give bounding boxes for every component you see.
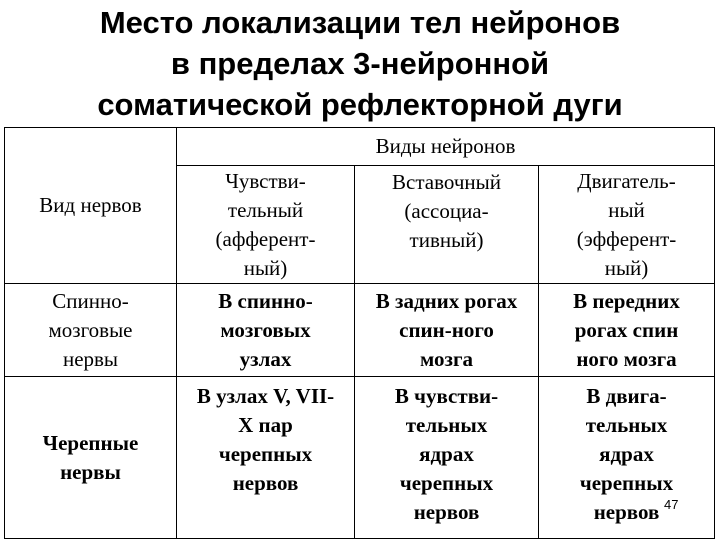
- row-label-line: мозговые: [48, 317, 133, 342]
- slide-title: [20, 2, 700, 125]
- cell-line: ного мозга: [576, 346, 677, 371]
- cell-line: нервов: [232, 471, 299, 495]
- cell-line: тельных: [405, 413, 488, 437]
- column-header-line: тивный): [409, 228, 484, 252]
- title-line: соматической рефлекторной дуги: [97, 87, 623, 122]
- cell-spinal-sensory: [177, 284, 355, 377]
- cell-line: черепных: [218, 442, 313, 466]
- cell-cranial-motor: [539, 377, 715, 539]
- row-label-cranial: [5, 377, 177, 539]
- cell-line: мозга: [419, 346, 473, 371]
- cell-line: черепных: [579, 471, 674, 495]
- column-header-motor: [539, 166, 715, 284]
- cell-line: X пар: [238, 413, 293, 437]
- title-line: в пределах 3-нейронной: [170, 46, 550, 81]
- cell-line: рогах спин: [574, 317, 679, 342]
- page-number: 47: [664, 497, 679, 512]
- column-header-line: (афферент-: [215, 226, 316, 251]
- cell-line: В узлах V, VII-: [196, 384, 335, 408]
- table-row: [5, 284, 715, 377]
- cell-line: спин-ного: [399, 317, 494, 342]
- group-header: Виды нейронов: [177, 128, 715, 166]
- row-label-line: Черепные: [42, 430, 139, 455]
- column-header-line: (ассоциа-: [404, 199, 489, 223]
- column-header-line: ный: [608, 197, 645, 222]
- cell-cranial-sensory: [177, 377, 355, 539]
- cell-line: В задних рогах: [375, 288, 518, 313]
- row-label-line: Спинно-: [52, 288, 129, 313]
- row-label-line: нервы: [60, 459, 121, 484]
- row-label-spinal: [5, 284, 177, 377]
- row-header-label: Вид нервов: [5, 128, 177, 284]
- neuron-location-table: [4, 127, 715, 539]
- table-header-row: [5, 128, 715, 166]
- column-header-line: Двигатель-: [577, 168, 676, 193]
- cell-line: черепных: [399, 471, 494, 495]
- table-row: [5, 377, 715, 539]
- row-label-line: нервы: [62, 346, 119, 371]
- cell-line: В передних: [573, 288, 680, 313]
- column-header-interneuron: [355, 166, 539, 284]
- title-line: Место локализации тел нейронов: [99, 5, 621, 40]
- column-header-line: Вставочный: [392, 170, 501, 194]
- cell-cranial-interneuron: [355, 377, 539, 539]
- cell-line: узлах: [239, 346, 292, 371]
- cell-spinal-motor: [539, 284, 715, 377]
- column-header-sensory: [177, 166, 355, 284]
- cell-line: ядрах: [599, 442, 654, 466]
- column-header-line: Чувстви-: [225, 168, 306, 193]
- cell-line: В двига-: [586, 384, 667, 408]
- cell-line: В чувстви-: [394, 384, 499, 408]
- column-header-line: (эфферент-: [576, 226, 677, 251]
- cell-line: тельных: [585, 413, 668, 437]
- cell-line: ядрах: [419, 442, 474, 466]
- cell-line: нервов: [593, 500, 660, 524]
- column-header-line: тельный: [227, 197, 304, 222]
- column-header-line: ный): [604, 255, 649, 280]
- cell-line: нервов: [413, 500, 480, 524]
- cell-line: мозговых: [220, 317, 311, 342]
- column-header-line: ный): [243, 255, 288, 280]
- cell-line: В спинно-: [218, 288, 313, 313]
- cell-spinal-interneuron: [355, 284, 539, 377]
